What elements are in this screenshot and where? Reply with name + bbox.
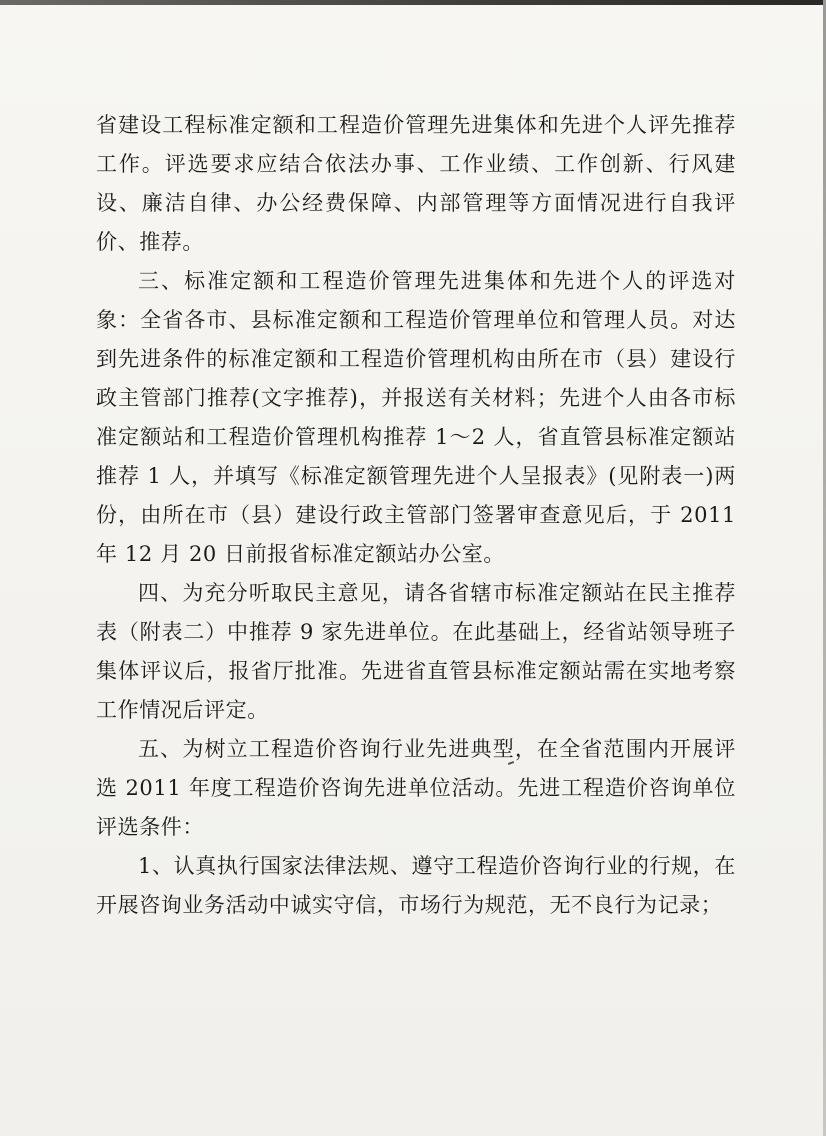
scan-edge-top bbox=[0, 0, 826, 5]
paragraph-section-five: 五、为树立工程造价咨询行业先进典型，在全省范围内开展评选 2011 年度工程造价咨询先进单位活动。先进工程造价咨询单位评选条件： bbox=[96, 737, 736, 839]
document-body bbox=[96, 106, 736, 925]
paragraph-section-four: 四、为充分听取民主意见，请各省辖市标准定额站在民主推荐表（附表二）中推荐 9 家先进单位。在此基础上，经省站领导班子集体评议后，报省厅批准。先进省直管县标准定额站需在实地考察工作情况后评定。 bbox=[96, 581, 736, 722]
paragraph-condition-one: 1、认真执行国家法律法规、遵守工程造价咨询行业的行规，在开展咨询业务活动中诚实守信，市场行为规范，无不良行为记录； bbox=[96, 854, 736, 917]
paragraph-section-three: 三、标准定额和工程造价管理先进集体和先进个人的评选对象：全省各市、县标准定额和工程造价管理单位和管理人员。对达到先进条件的标准定额和工程造价管理机构由所在市（县）建设行政主管部门推荐(文字推荐)，并报送有关材料；先进个人由各市标准定额站和工程造价管理机构推荐 1～2 人，省直管县标准定额站推荐 1 人，并填写《标准定额管理先进个人呈报表》(见附表一)两份，由所在市（县）建设行政主管部门签署审查意见后，于 2011 年 12 月 20 日前报省标准定额站办公室。 bbox=[96, 269, 736, 566]
paragraph-continuation: 省建设工程标准定额和工程造价管理先进集体和先进个人评先推荐工作。评选要求应结合依法办事、工作业绩、工作创新、行风建设、廉洁自律、办公经费保障、内部管理等方面情况进行自我评价、推荐。 bbox=[96, 113, 736, 254]
